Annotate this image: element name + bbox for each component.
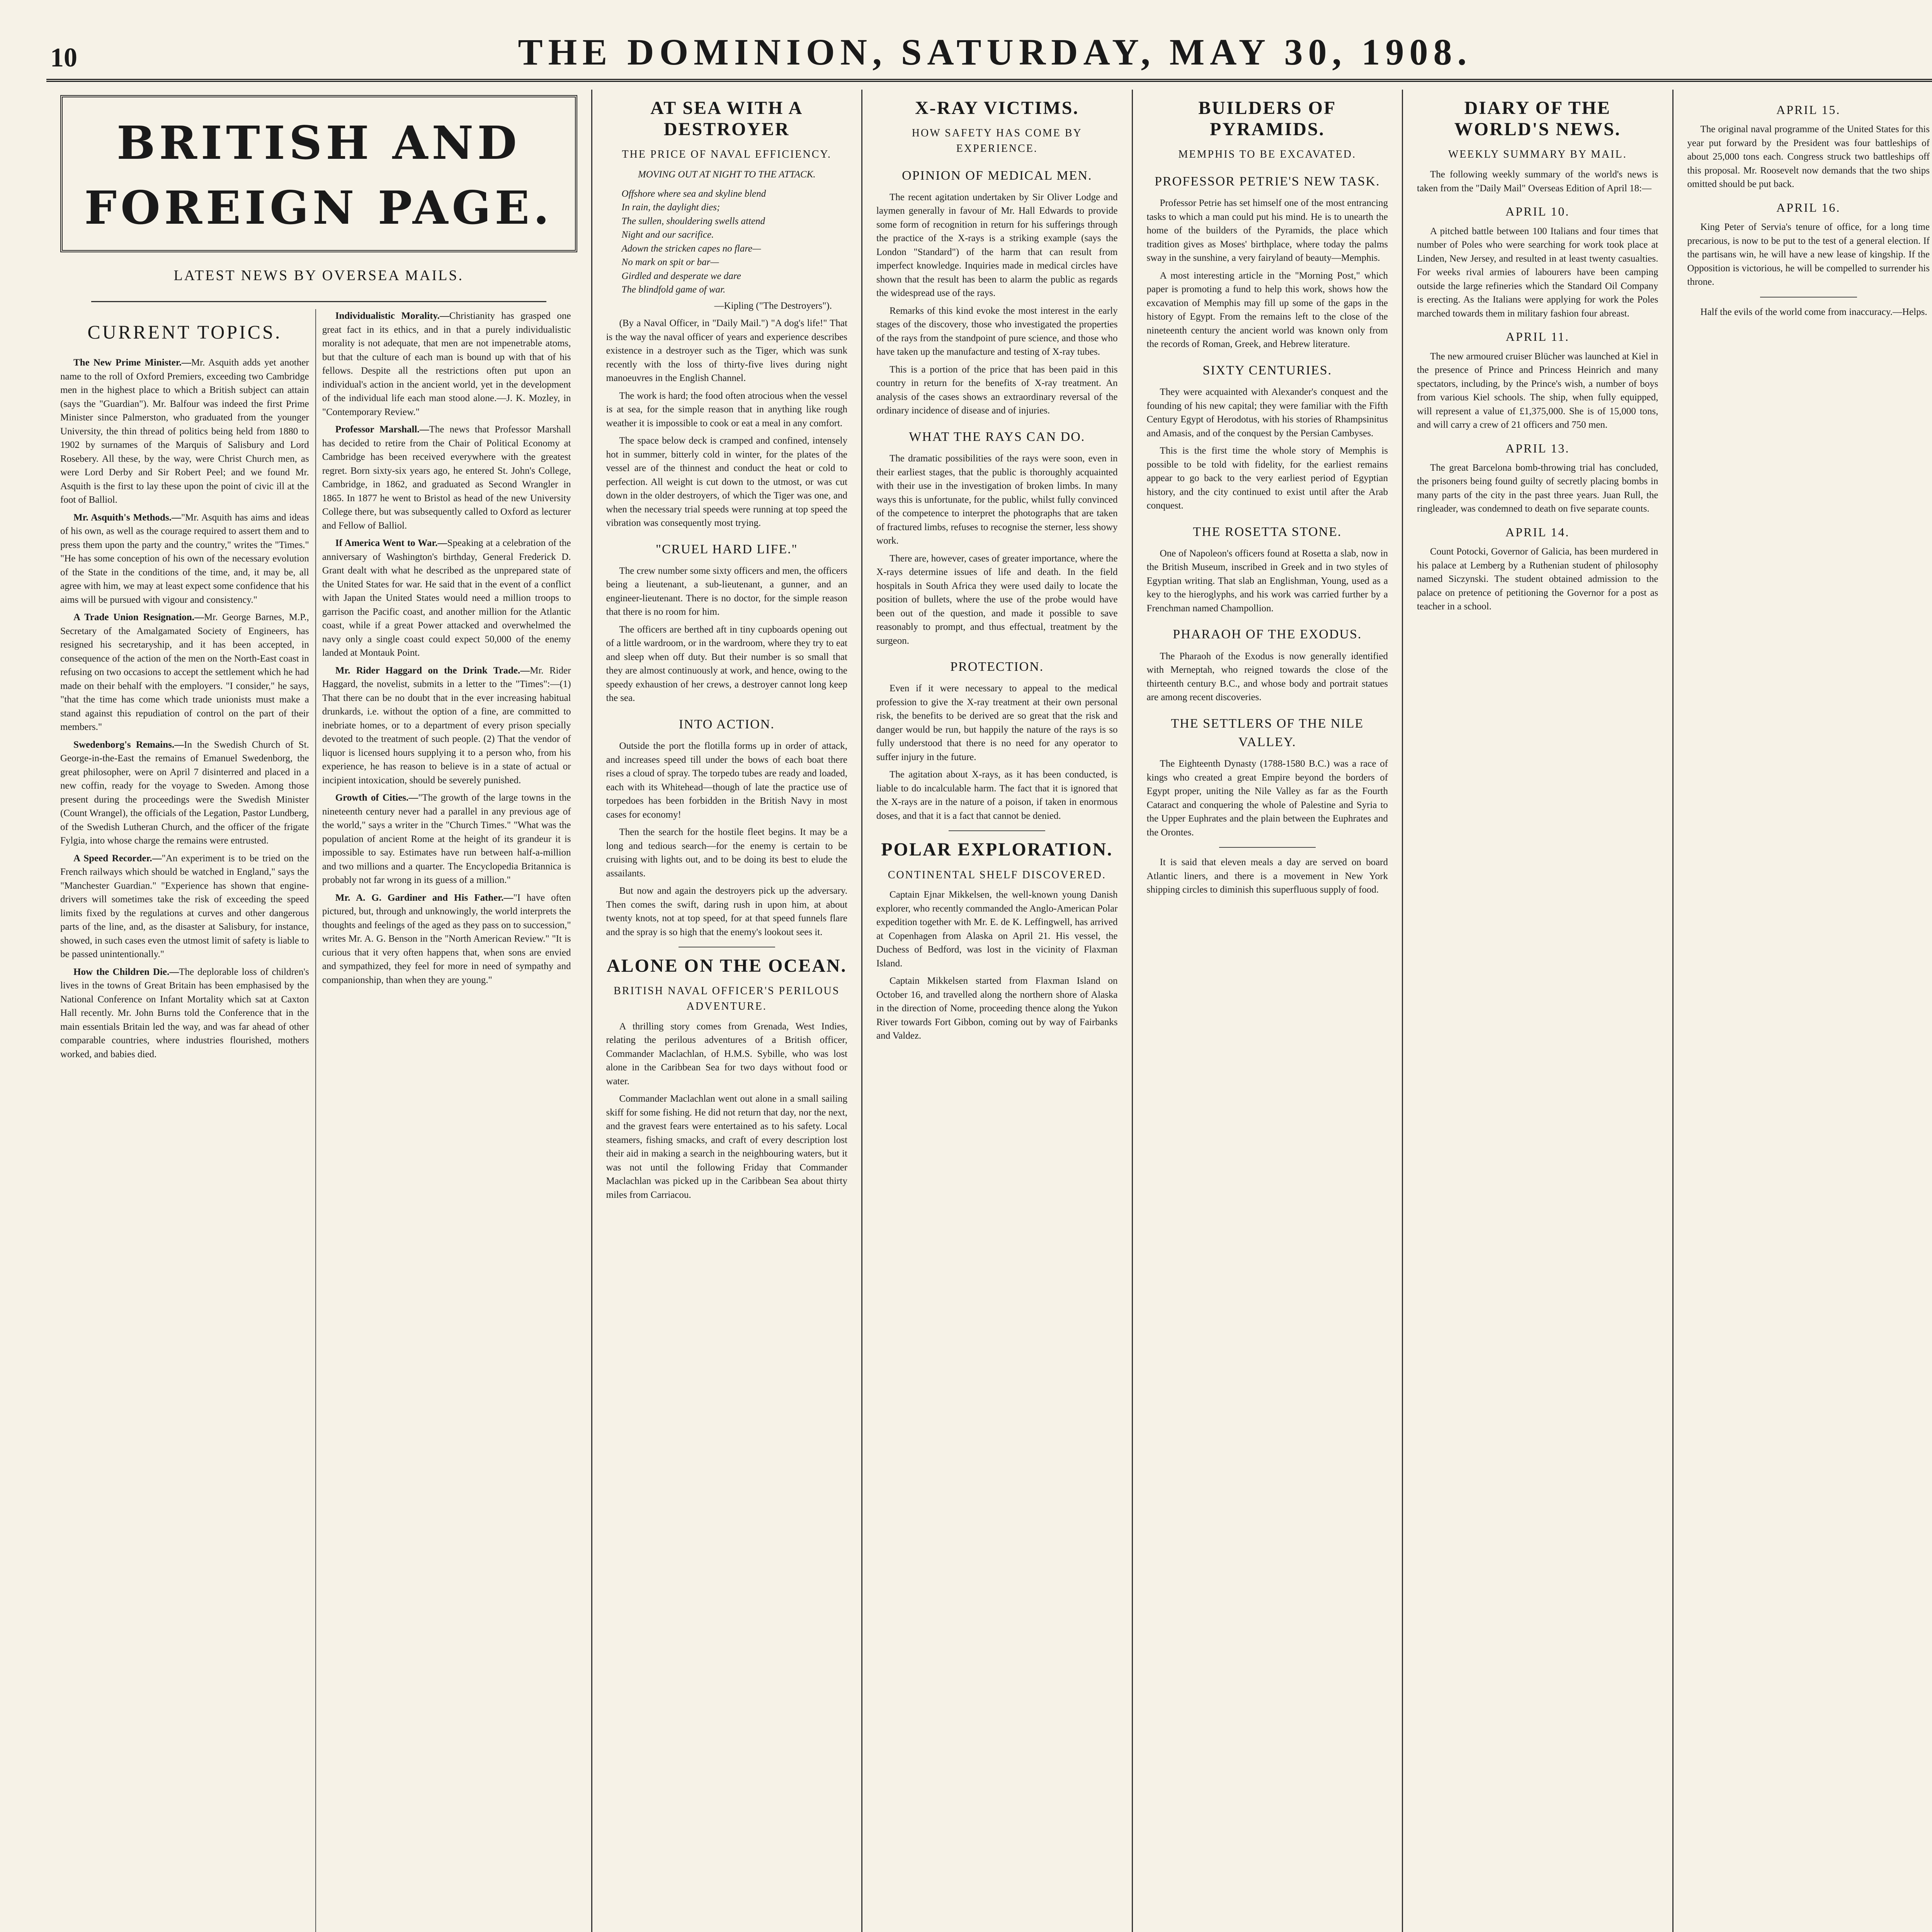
- article-dek: MOVING OUT AT NIGHT TO THE ATTACK.: [638, 169, 816, 180]
- page-number: 10: [50, 43, 77, 73]
- article-subtitle: THE PRICE OF NAVAL EFFICIENCY.: [622, 148, 832, 161]
- paragraph: The recent agitation undertaken by Sir Oliver Lodge and laymen generally in favour of Mr. Hall Edwards to provide some form of recognition in return for his sufferings through the practice of the X-rays is a striking example (says the London "Standard") of the harm that can result from imperfect knowledge. Inquiries made in medical circles have shown that the result has been to alarm the public as regards the widespread use of the rays.: [876, 192, 1118, 299]
- topic-item: Growth of Cities.—"The growth of the large towns in the nineteenth century never had a parallel in any previous age of the world," says a writer in the "Church Times." "What was the population of ancient Rome at the height of its grandeur it is impossible to say. Estimates have run between half-a-million and two millions and a quarter. The Encyclopedia Britannica is probably not far wrong in its guess of a million.": [322, 793, 571, 886]
- paragraph: There are, however, cases of greater importance, where the X-rays determine issues of life and death. In the field hospitals in South Africa they were used daily to locate the position of bullets, where the use of the probe would have been out of the question, and made it possible to save reasonably to prompt, and thus effectual, treatment by the surgeon.: [876, 553, 1118, 646]
- diary-column-continued: [1673, 90, 1932, 1932]
- paragraph: The new armoured cruiser Blücher was launched at Kiel in the presence of Prince and Princess Heinrich and many spectators, including, by the Prince's wish, a number of boys from various Kiel schools. The ship, when fully equipped, will represent a value of £1,375,000. She is of 15,000 tons, and will carry a crew of 21 officers and 750 men.: [1417, 351, 1658, 430]
- topic-item: A Trade Union Resignation.—Mr. George Barnes, M.P., Secretary of the Amalgamated Society of Engineers, has resigned his secretaryship, and it has been accepted, in consequence of the action of the men on the North-East coast in refusing on two occasions to accept the settlement which he had made on their behalf with the employers. "I consider," he says, "that the time has come which trade unionists must make a stand against this repudiation of control on the part of their members.": [60, 612, 309, 733]
- paragraph: They were acquainted with Alexander's conquest and the founding of his new capital; they were familiar with the Fifth Century Egypt of Herodotus, with his stories of Rhampsinitus and Amasis, and of the conquest by the Persian Cambyses.: [1146, 387, 1388, 439]
- columns: [46, 90, 1932, 1932]
- section-heading: PROTECTION.: [950, 660, 1044, 674]
- article-subtitle: CONTINENTAL SHELF DISCOVERED.: [888, 869, 1106, 881]
- topic-item: Professor Marshall.—The news that Professor Marshall has decided to retire from the Chair of Political Economy at Cambridge has been received everywhere with the greatest regret. Born sixty-six years ago, he entered St. John's College, Cambridge, in 1862, and graduated as Second Wrangler in 1865. In 1877 he went to Bristol as head of the new University College there, but was subsequently called to Oxford as lecturer and Fellow of Balliol.: [322, 424, 571, 531]
- paragraph: Commander Maclachlan went out alone in a small sailing skiff for some fishing. He did not return that day, nor the next, and the gravest fears were entertained as to his safety. Local steamers, fishing smacks, and craft of every description lost their aid in making a search in the neighbouring waters, but it was not until the following Friday that Commander Maclachlan was picked up in the Caribbean Sea about thirty miles from Carriacou.: [606, 1094, 848, 1200]
- section-heading: SIXTY CENTURIES.: [1202, 363, 1332, 378]
- xray-column: [862, 90, 1133, 1932]
- section-heading: PROFESSOR PETRIE'S NEW TASK.: [1155, 174, 1380, 189]
- divider: [949, 830, 1045, 831]
- section-heading: INTO ACTION.: [679, 717, 775, 731]
- paragraph: The following weekly summary of the world's news is taken from the "Daily Mail" Overseas Edition of April 18:—: [1417, 169, 1658, 194]
- paragraph: This is a portion of the price that has been paid in this country in return for the benefits of X-ray treatment. An analysis of the cases shows an extraordinary reversal of the ordinary incidence of disease and of injuries.: [876, 364, 1118, 416]
- article-title: X-RAY VICTIMS.: [915, 98, 1079, 118]
- paragraph: Outside the port the flotilla forms up in order of attack, and increases speed till under the bows of each boat there rises a cloud of spray. The torpedo tubes are ready and loaded, each with its Whitehead—though of late the practice use of torpedoes has been forbidden in the British Navy in most cases for economy!: [606, 741, 848, 820]
- poem-attribution: —Kipling ("The Destroyers").: [714, 300, 832, 311]
- topic-item: Mr. A. G. Gardiner and His Father.—"I have often pictured, but, through and unknowingly, the world interprets the thoughts and feelings of the aged as they pass on to succession," writes Mr. A. G. Benson in the "North American Review." "It is curious that it very often happens that, when sons are envied and sympathized, they feel for more in need of sympathy and companionship, than when they are young.": [322, 892, 571, 985]
- date-heading: APRIL 14.: [1505, 525, 1570, 539]
- topic-item: How the Children Die.—The deplorable loss of children's lives in the towns of Great Britain has been emphasised by the National Conference on Infant Mortality which sat at Caxton Hall recently. Mr. John Burns told the Conference that in the main essentials Britain led the way, and was far ahead of other comparable countries, where industries flourished, mothers worked, and babies died.: [60, 966, 309, 1060]
- article-title: AT SEA WITH A DESTROYER: [650, 98, 803, 140]
- article-subtitle: WEEKLY SUMMARY BY MAIL.: [1448, 148, 1627, 161]
- article-subtitle: MEMPHIS TO BE EXCAVATED.: [1178, 148, 1356, 161]
- paragraph: The officers are berthed aft in tiny cupboards opening out of a little wardroom, or in the wardroom, where they try to eat and sleep when off duty. But their number is so small that they are almost continuously at work, and hence, owing to the speedy exhaustion of her crews, a destroyer cannot long keep the sea.: [606, 624, 848, 704]
- paragraph: A thrilling story comes from Grenada, West Indies, relating the perilous adventures of a British officer, Commander Maclachlan, of H.M.S. Sybille, who was lost alone in the Caribbean Sea for two days without food or water.: [606, 1021, 848, 1087]
- paragraph: But now and again the destroyers pick up the adversary. Then comes the swift, daring rush in upon him, at about twenty knots, not at top speed, for at that speed funnels flare and the spray is so high that the enemy's lookout sees it.: [606, 886, 848, 937]
- topics-right: [316, 309, 577, 1932]
- paragraph: The Pharaoh of the Exodus is now generally identified with Merneptah, who reigned towards the close of the thirteenth century B.C., and whose body and portrait statues are among recent discoveries.: [1146, 651, 1388, 703]
- date-heading: APRIL 10.: [1505, 204, 1570, 219]
- article-subtitle: BRITISH NAVAL OFFICER'S PERILOUS ADVENTURE.: [614, 985, 840, 1013]
- british-foreign-column: [46, 90, 592, 1932]
- section-heading: PHARAOH OF THE EXODUS.: [1173, 627, 1362, 642]
- topic-item: The New Prime Minister.—Mr. Asquith adds yet another name to the roll of Oxford Premiers, exceeding two Cambridge men in the highest place to which a British subject can attain (says the "Guardian"). Mr. Balfour was indeed the first Prime Minister since Palmerston, who graduated from the younger University, the thin thread of politics being held from 1880 to 1902 by surnames of the Marquis of Salisbury and Lord Rosebery. All these, by the way, were Christ Church men, as were Lord Derby and Sir Robert Peel; and we found Mr. Asquith is the first to lay these upon the point of civic ill at the foot of Balliol.: [60, 357, 309, 505]
- paragraph: The crew number some sixty officers and men, the officers being a lieutenant, a sub-lieutenant, a gunner, and an engineer-lieutenant. There is no doctor, for the simple reason that there is no room for him.: [606, 565, 848, 617]
- paragraph: (By a Naval Officer, in "Daily Mail.") "A dog's life!" That is the way the naval officer of years and experience describes existence in a destroyer such as the Tiger, which was sunk recently with the loss of thirty-five lives during night manoeuvres in the English Channel.: [606, 318, 848, 384]
- topic-item: Mr. Rider Haggard on the Drink Trade.—Mr. Rider Haggard, the novelist, submits in a letter to the "Times":—(1) That there can be no doubt that in the ever increasing habitual drunkards, i.e. without the option of a fine, are committed to inebriate homes, or to a department of every prison specially devoted to the treatment of such people. (2) That the vendor of liquor is licensed hours supplying it to a person who, from his experience, he has reason to believe is in a state of actual or incipient intoxication, should be severely punished.: [322, 665, 571, 786]
- divider: [91, 301, 546, 302]
- divider: [1760, 297, 1857, 298]
- date-heading: APRIL 13.: [1505, 441, 1570, 455]
- section-title: BRITISH AND FOREIGN PAGE.: [60, 95, 577, 252]
- current-topics-heading: CURRENT TOPICS.: [87, 321, 282, 343]
- section-heading: THE SETTLERS OF THE NILE VALLEY.: [1171, 716, 1364, 749]
- paragraph: King Peter of Servia's tenure of office, for a long time precarious, is now to be put to the test of a general election. If the partisans win, he will have a new lease of kingship. If the Opposition is victorious, he will be compelled to surrender his throne.: [1687, 222, 1930, 287]
- divider: [1219, 847, 1316, 848]
- paragraph: Captain Mikkelsen started from Flaxman Island on October 16, and travelled along the northern shore of Alaska in the direction of Nome, proceeding thence along the Yukon River towards Fort Gibbon, coming out by way of Fairbanks and Valdez.: [876, 976, 1118, 1041]
- paragraph: It is said that eleven meals a day are served on board Atlantic liners, and there is a movement in New York shipping circles to diminish this superfluous supply of food.: [1146, 857, 1388, 895]
- paragraph: One of Napoleon's officers found at Rosetta a slab, now in the British Museum, inscribed in Greek and in two styles of Egyptian writing. That slab an Englishman, Young, used as a key to the hieroglyphs, and his work was carried further by a Frenchman named Champollion.: [1146, 548, 1388, 614]
- topic-item: Individualistic Morality.—Christianity has grasped one great fact in its ethics, and in that a purely individualistic morality is not adequate, that men are not impenetrable atoms, but that the culture of each man is bound up with that of his fellows. Despite all the restrictions often put upon an individual's action in the ancient world, yet in the development of the individual life each man stood alone.—J. K. Mozley, in "Contemporary Review.": [322, 311, 571, 417]
- article-title: ALONE ON THE OCEAN.: [606, 956, 847, 976]
- article-title: POLAR EXPLORATION.: [881, 839, 1113, 860]
- article-subtitle: HOW SAFETY HAS COME BY EXPERIENCE.: [912, 127, 1082, 155]
- paragraph: Even if it were necessary to appeal to the medical profession to give the X-ray treatment at their own personal risk, the benefits to be derived are so great that the risk and danger would be run, but happily the nature of the rays is so fully understood that there is no need for any operator to suffer injury in the future.: [876, 683, 1118, 762]
- topic-item: Swedenborg's Remains.—In the Swedish Church of St. George-in-the-East the remains of Emanuel Swedenborg, the great philosopher, were on April 7 disinterred and placed in a new coffin, ready for the voyage to Sweden. Among those present during the proceedings were the Swedish Minister (Count Wrangel), the officials of the Legation, Pastor Lundberg, of the Swedish Lutheran Church, and the officer of the frigate Fylgia, into whose charge the remains were entrusted.: [60, 739, 309, 846]
- paragraph: The agitation about X-rays, as it has been conducted, is liable to do incalculable harm. The fact that it is ignored that the X-rays are in the nature of a poison, if taken in enormous doses, and that it is a fact that cannot be denied.: [876, 769, 1118, 821]
- paper-name: THE DOMINION,: [518, 31, 887, 73]
- paragraph: The dramatic possibilities of the rays were soon, even in their earliest stages, that the public is thoroughly acquainted with their use in the investigation of broken limbs. In many ways this is unfortunate, for the public, whilst fully convinced of the competence to interpret the photographs that are taken of fractured limbs, refuses to recognise the sterner, less showy work.: [876, 453, 1118, 546]
- section-heading: OPINION OF MEDICAL MEN.: [902, 168, 1092, 183]
- issue-date: MAY 30, 1908.: [1169, 31, 1472, 73]
- issue-day: SATURDAY,: [901, 31, 1156, 73]
- topics-left: [60, 309, 316, 1932]
- paragraph: Professor Petrie has set himself one of the most entrancing tasks to which a man could put his mind. He is to unearth the home of the builders of the Pyramids, the place which tradition gives as Moses' birthplace, where today the palms sway in the sunshine, a very fairyland of beauty—Memphis.: [1146, 198, 1388, 264]
- destroyer-column: [592, 90, 863, 1932]
- paragraph: This is the first time the whole story of Memphis is possible to be told with fidelity, for the earliest remains appear to go back to the very earliest period of Egyptian history, and the city continued to exist until after the Arab conquest.: [1146, 446, 1388, 511]
- paragraph: The work is hard; the food often atrocious when the vessel is at sea, for the simple reason that in anything like rough weather it is impossible to cook or eat a meal in any comfort.: [606, 390, 848, 429]
- poem: Offshore where sea and skyline blend In rain, the daylight dies; The sullen, shouldering swells attend Night and our sacrifice. Adown the stricken capes no flare— No mark on spit or bar— Girdled and desperate we dare The blindfold game of war. —Kipling ("The Destroyers").: [622, 187, 832, 313]
- section-heading: WHAT THE RAYS CAN DO.: [909, 429, 1085, 444]
- paragraph: The space below deck is cramped and confined, intensely hot in summer, bitterly cold in winter, for the plates of the vessel are of the thinnest and conduct the heat or cold to perfection. All weight is cut down to the utmost, or was cut down in the older destroyers, of which the Tiger was one, and when the necessary trial speeds were running at top speed the vibration was consequently most trying.: [606, 435, 848, 529]
- masthead-title: [205, 31, 1785, 73]
- paragraph: A most interesting article in the "Morning Post," which paper is promoting a fund to help this work, shows how the excavation of Memphis may fill up some of the gaps in the history of Egypt. From the remains left to the close of the nineteenth century the ancient world was known only from the records of Roman, Greek, and Hebrew literature.: [1146, 270, 1388, 350]
- topic-item: Mr. Asquith's Methods.—"Mr. Asquith has aims and ideas of his own, as well as the courage required to assert them and to press them upon the party and the country," writes the "Times." "He has some conception of his own of the necessary evolution of the State in the conditions of the time, and, it may be, all agree with him, we may at least expect some confidence that his aims will be pursued with vigour and consistency.": [60, 512, 309, 605]
- paragraph: Then the search for the hostile fleet begins. It may be a long and tedious search—for the enemy is certain to be cruising with lights out, and to be doing its best to elude the assailants.: [606, 827, 848, 879]
- paragraph: The original naval programme of the United States for this year put forward by the President was four battleships of about 25,000 tons each. Congress struck two battleships off this proposal. Mr. Roosevelt now demands that the two ships omitted should be put back.: [1687, 124, 1930, 190]
- section-subtitle: LATEST NEWS BY OVERSEA MAILS.: [173, 267, 464, 284]
- current-topics-body: [60, 309, 577, 1932]
- paragraph: Captain Ejnar Mikkelsen, the well-known young Danish explorer, who recently commanded the Anglo-American Polar expedition together with Mr. E. de K. Leffingwell, has arrived at Copenhagen from Alaska on April 21. His vessel, the Duchess of Bedford, was lost in the vicinity of Flaxman Island.: [876, 889, 1118, 969]
- masthead: [46, 27, 1932, 82]
- closing-quote: Half the evils of the world come from inaccuracy.—Helps.: [1700, 306, 1927, 317]
- paragraph: Count Potocki, Governor of Galicia, has been murdered in his palace at Lemberg by a Ruthenian student of philosophy named Siczynski. The student obtained admission to the palace on pretence of petitioning the Governor for a post as teacher in a school.: [1417, 546, 1658, 612]
- topic-item: A Speed Recorder.—"An experiment is to be tried on the French railways which should be watched in England," says the "Manchester Guardian." "Experience has shown that engine-drivers will sometimes take the risk of exceeding the speed limits fixed by the regulations at curves and other dangerous parts of the line, and, as the disaster at Salisbury, for instance, showed, in such cases even the utmost limit of safety is liable to be passed unintentionally.": [60, 853, 309, 960]
- date-heading: APRIL 15.: [1776, 103, 1841, 117]
- article-title: DIARY OF THE WORLD'S NEWS.: [1454, 98, 1621, 140]
- paragraph: A pitched battle between 100 Italians and four times that number of Poles who were searching for work took place at Linden, New Jersey, and resulted in at least twenty casualties. For weeks rival armies of labourers have been camping outside the large refineries which the Standard Oil Company is erecting. As the Italians were applying for work the Poles marched towards them in military fashion four abreast.: [1417, 226, 1658, 319]
- article-title: BUILDERS OF PYRAMIDS.: [1198, 98, 1337, 140]
- section-heading: "CRUEL HARD LIFE.": [655, 542, 798, 556]
- section-heading: THE ROSETTA STONE.: [1193, 524, 1342, 539]
- paragraph: Remarks of this kind evoke the most interest in the early stages of the discovery, those who investigated the properties of the rays from the standpoint of pure science, and those who have taken up the manufacture and testing of X-ray tubes.: [876, 305, 1118, 357]
- topic-item: If America Went to War.—Speaking at a celebration of the anniversary of Washington's birthday, General Frederick D. Grant dealt with what he described as the unprepared state of the United States for war. He said that in the event of a conflict with Japan the United States would need a million troops to garrison the Pacific coast, and another million for the Atlantic coast, while if a great Power attacked and overwhelmed the navy only a single coast could expect 50,000 of the enemy landed at Montauk Point.: [322, 538, 571, 658]
- pyramids-column: [1133, 90, 1403, 1932]
- date-heading: APRIL 11.: [1505, 330, 1570, 344]
- paragraph: The Eighteenth Dynasty (1788-1580 B.C.) was a race of kings who created a great Empire beyond the borders of Egypt proper, uniting the Nile Valley as far as the Fourth Cataract and conquering the whole of Palestine and Syria to the Upper Euphrates and the plain between the Euphrates and the Orontes.: [1146, 759, 1388, 838]
- paragraph: The great Barcelona bomb-throwing trial has concluded, the prisoners being found guilty of secretly placing bombs in many parts of the city in the past three years. Juan Rull, the ringleader, was condemned to death on five separate counts.: [1417, 462, 1658, 514]
- date-heading: APRIL 16.: [1776, 200, 1841, 214]
- diary-column: [1403, 90, 1673, 1932]
